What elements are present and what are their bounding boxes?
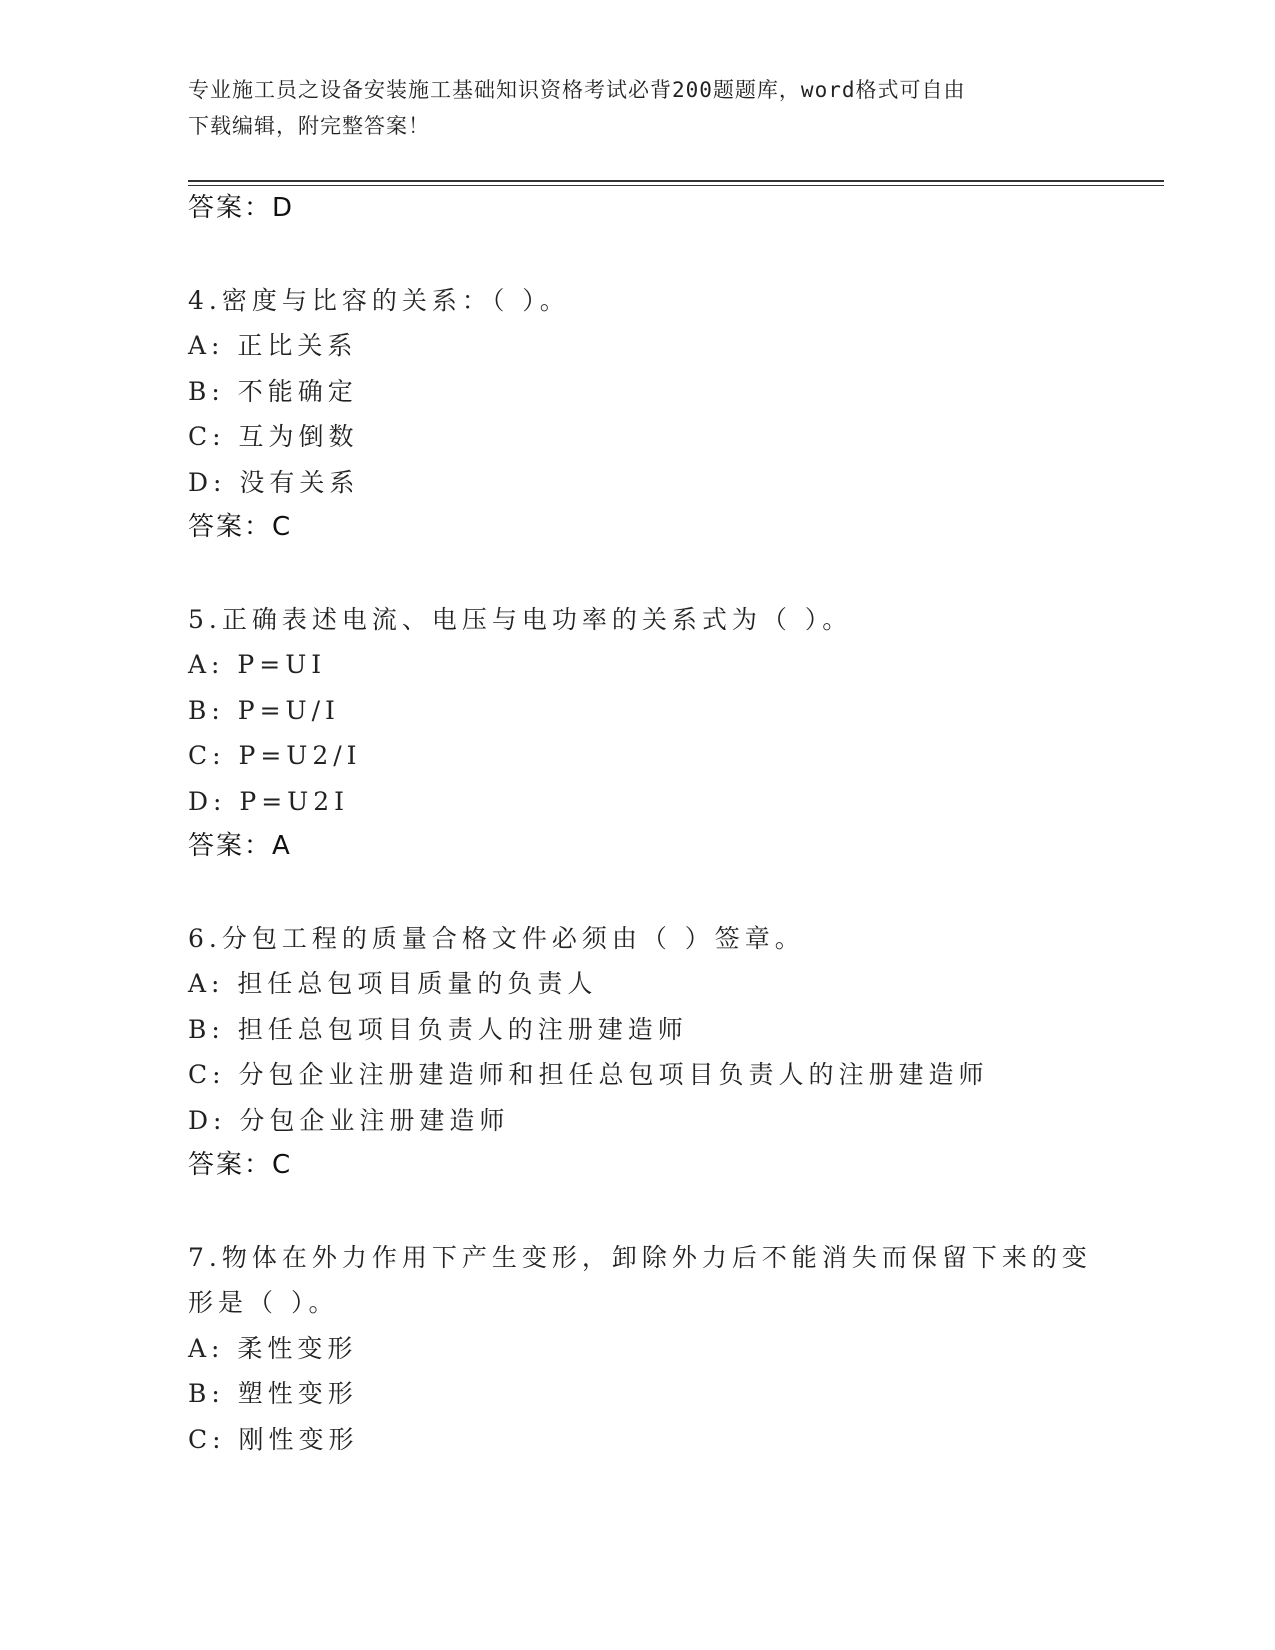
- option-a: A: 柔性变形: [188, 1333, 358, 1363]
- question-list: [188, 186, 1148, 1462]
- header-line-2: 下载编辑，附完整答案！: [188, 114, 430, 138]
- question-stem: 5.正确表述电流、电压与电功率的关系式为（ ）。: [188, 604, 853, 634]
- answer-line: 答案：A: [188, 831, 292, 861]
- option-d: D: 没有关系: [188, 467, 360, 497]
- question-stem: 4.密度与比容的关系：（ ）。: [188, 285, 570, 315]
- answer-line: 答案：C: [188, 1150, 293, 1180]
- option-b: B: 不能确定: [188, 376, 358, 406]
- document-header: [188, 72, 1068, 144]
- option-c: C: 刚性变形: [188, 1424, 359, 1454]
- answer-line: 答案：D: [188, 193, 295, 223]
- option-b: B: 塑性变形: [188, 1379, 358, 1408]
- question-6: [188, 916, 1148, 1189]
- question-stem-line-2: 形是（ ）。: [188, 1288, 339, 1317]
- option-a: A: 担任总包项目质量的负责人: [188, 969, 598, 998]
- option-d: D: P=U2I: [188, 786, 350, 816]
- question-4: [188, 278, 1148, 551]
- option-c: C: 分包企业注册建造师和担任总包项目负责人的注册建造师: [188, 1060, 989, 1089]
- option-b: B: P=U/I: [188, 695, 340, 725]
- question-5: [188, 597, 1148, 870]
- header-line-1: 专业施工员之设备安装施工基础知识资格考试必背200题题库，word格式可自由: [188, 78, 966, 102]
- answer-line: 答案：C: [188, 512, 293, 542]
- question-stem: 6.分包工程的质量合格文件必须由（ ）签章。: [188, 923, 805, 953]
- option-b: B: 担任总包项目负责人的注册建造师: [188, 1014, 688, 1044]
- question-7: [188, 1235, 1148, 1463]
- header-divider-thick: [188, 180, 1164, 182]
- option-c: C: P=U2/I: [188, 741, 362, 770]
- option-d: D: 分包企业注册建造师: [188, 1105, 510, 1135]
- option-a: A: P=UI: [188, 650, 327, 679]
- option-a: A: 正比关系: [188, 331, 358, 360]
- question-stem-line-1: 7.物体在外力作用下产生变形，卸除外力后不能消失而保留下来的变: [188, 1242, 1092, 1272]
- option-c: C: 互为倒数: [188, 422, 359, 451]
